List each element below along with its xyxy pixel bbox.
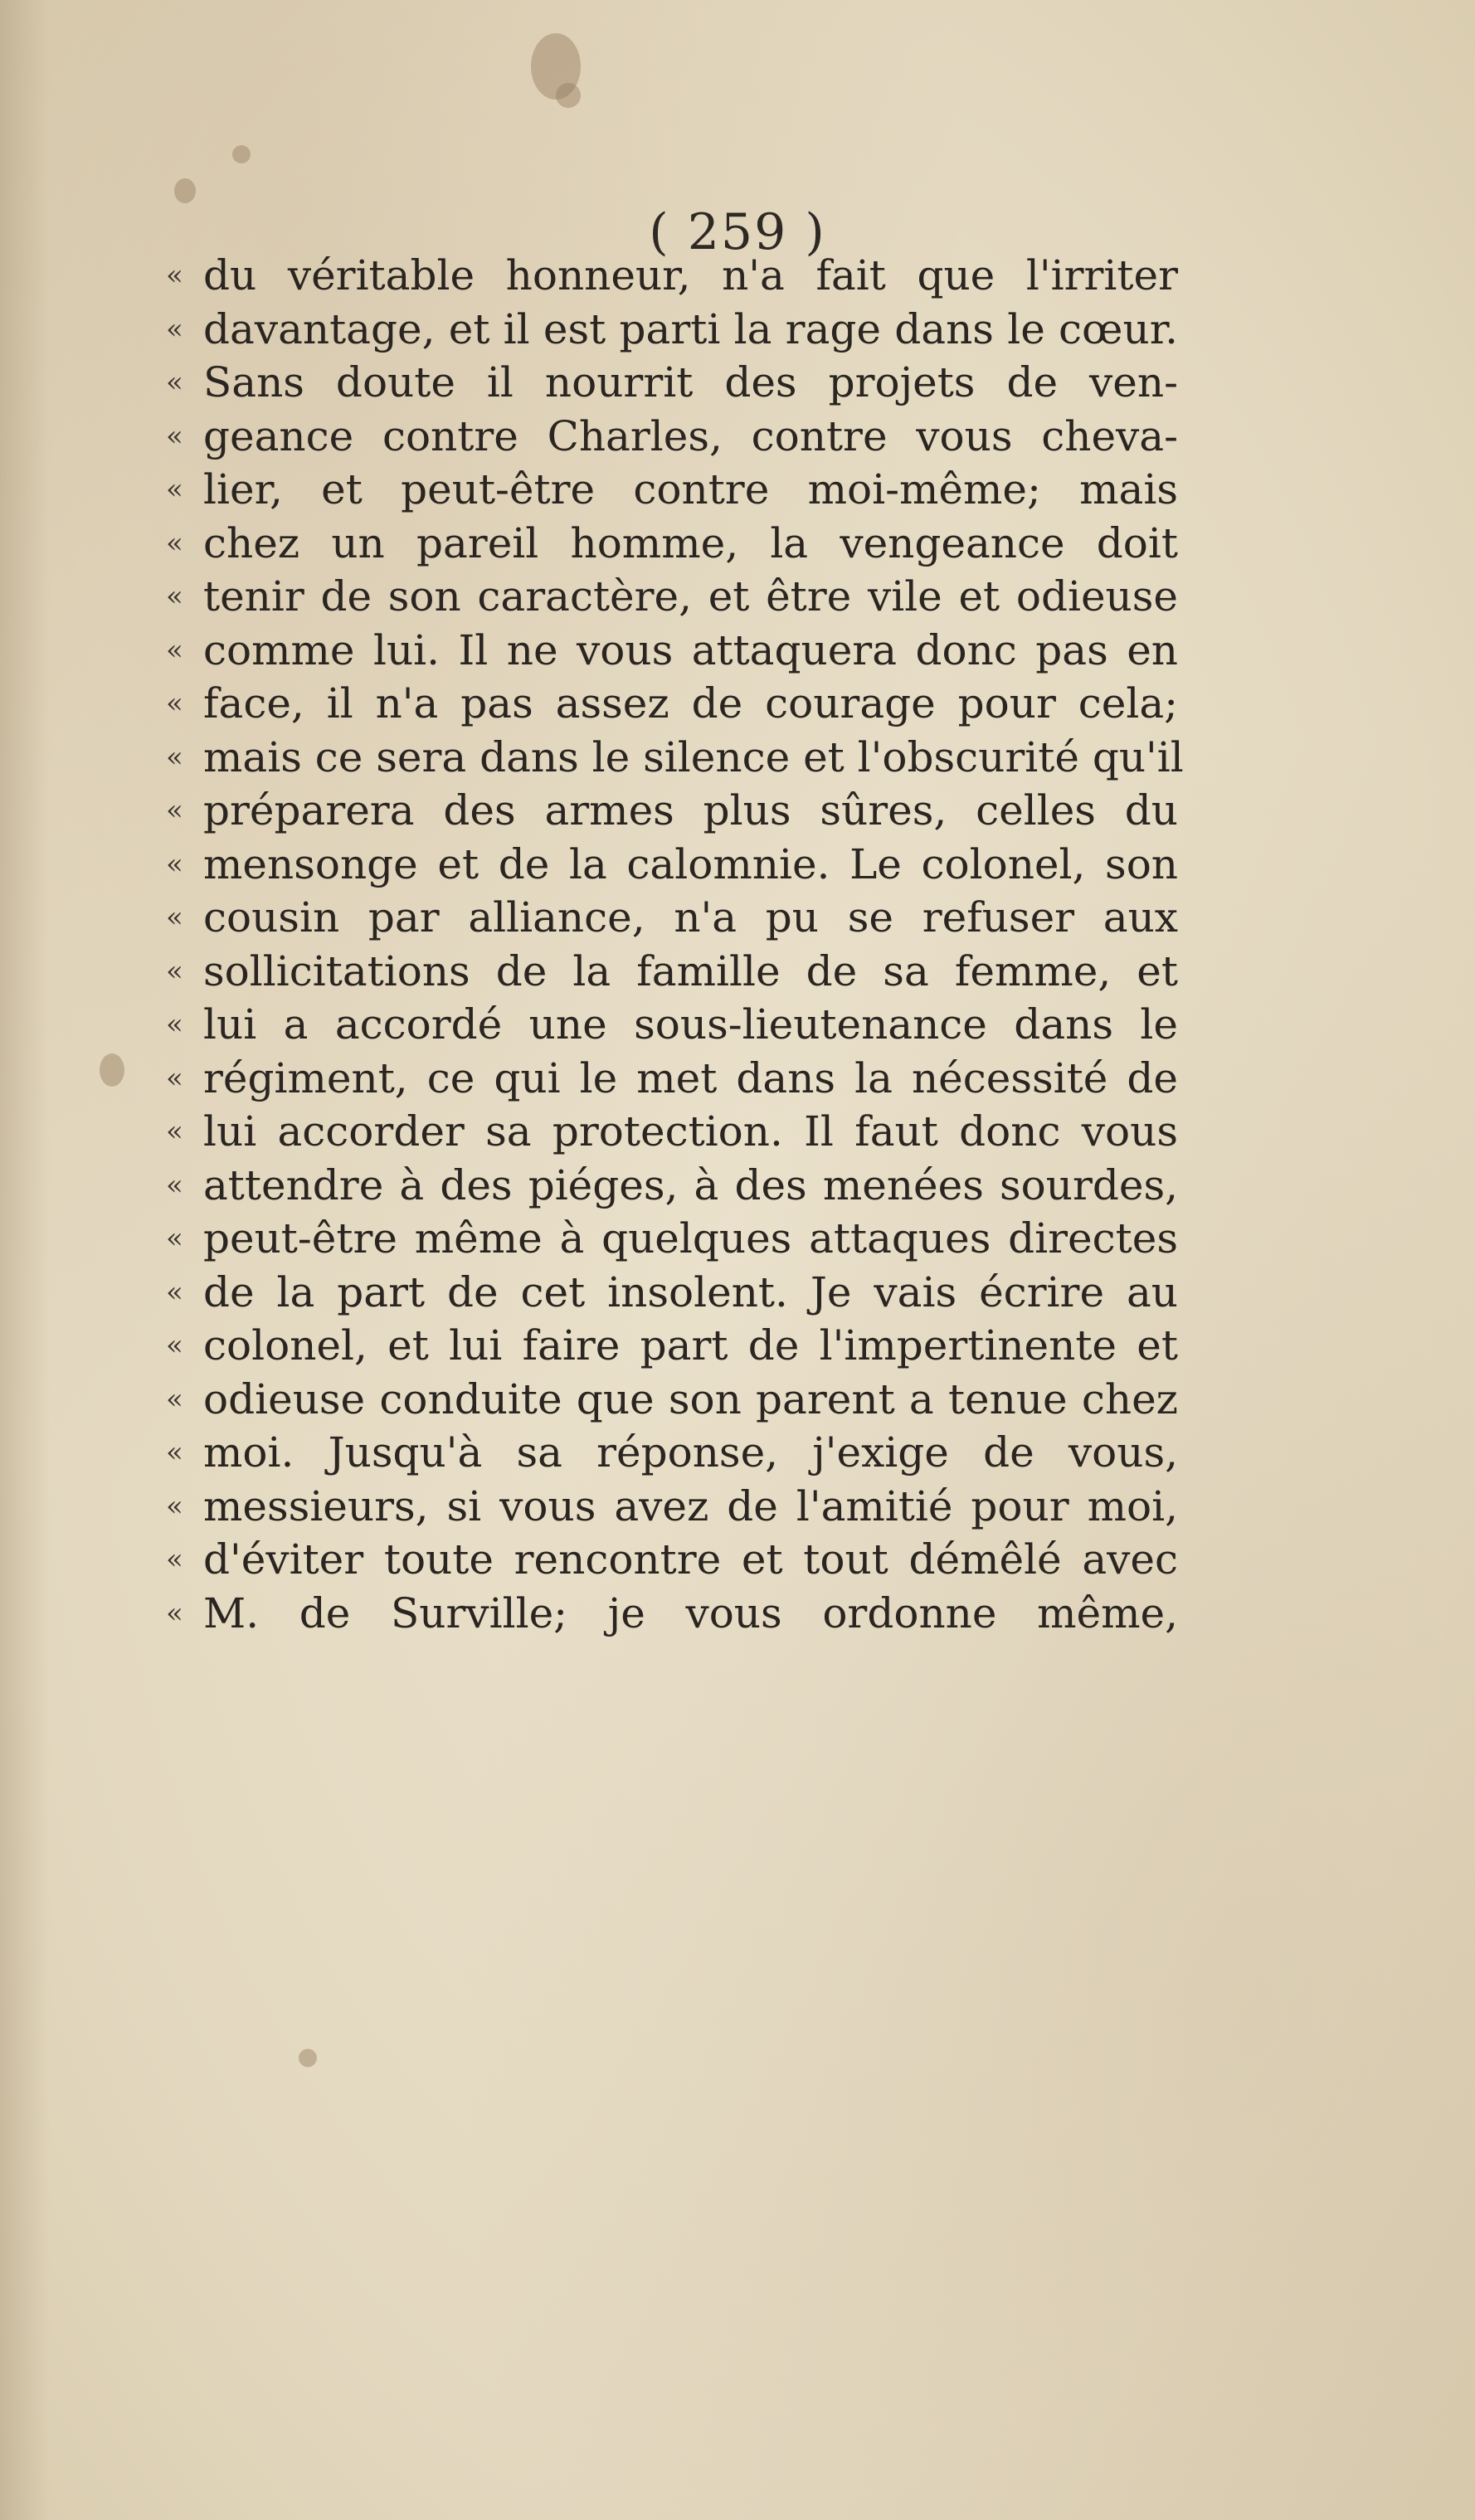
quote-mark: « (166, 1222, 183, 1255)
line-text: comme lui. Il ne vous attaquera donc pas en (203, 625, 1178, 674)
quote-mark: « (166, 366, 183, 399)
line-text: cousin par alliance, n'a pu se refuser aux (203, 893, 1178, 941)
quote-mark: « (166, 740, 183, 774)
text-line (166, 1319, 1186, 1373)
text-line (166, 1480, 1186, 1534)
line-text: colonel, et lui faire part de l'impertinente et (203, 1321, 1178, 1369)
text-line (166, 945, 1186, 999)
line-text: davantage, et il est parti la rage dans le cœur. (203, 304, 1178, 353)
text-line (166, 998, 1186, 1052)
line-text: préparera des armes plus sûres, celles du (203, 786, 1178, 834)
text-line (166, 1426, 1186, 1480)
text-line (166, 731, 1186, 785)
line-text: du véritable honneur, n'a fait que l'irriter (203, 251, 1178, 299)
line-text: face, il n'a pas assez de courage pour cela; (203, 679, 1178, 727)
text-line (166, 356, 1186, 410)
line-text: chez un pareil homme, la vengeance doit (203, 518, 1178, 567)
quote-mark: « (166, 580, 183, 613)
line-text: mais ce sera dans le silence et l'obscurité qu'il (203, 732, 1184, 781)
text-line (166, 1052, 1186, 1106)
quote-mark: « (166, 1168, 183, 1202)
quote-mark: « (166, 1596, 183, 1630)
quote-mark: « (166, 419, 183, 453)
stain (174, 178, 196, 203)
text-line (166, 1587, 1186, 1641)
quote-mark: « (166, 1436, 183, 1469)
quote-mark: « (166, 794, 183, 827)
quote-mark: « (166, 1275, 183, 1309)
text-line (166, 1105, 1186, 1159)
stain (100, 1053, 124, 1087)
quote-mark: « (166, 1489, 183, 1523)
line-text: lui accorder sa protection. Il faut donc vous (203, 1107, 1178, 1155)
quote-mark: « (166, 259, 183, 292)
quote-mark: « (166, 633, 183, 667)
text-line (166, 1373, 1186, 1427)
line-text: messieurs, si vous avez de l'amitié pour moi, (203, 1481, 1178, 1530)
line-text: moi. Jusqu'à sa réponse, j'exige de vous, (203, 1428, 1178, 1476)
text-line (166, 1533, 1186, 1587)
text-line (166, 624, 1186, 678)
line-text: M. de Surville; je vous ordonne même, (203, 1588, 1178, 1637)
quote-mark: « (166, 526, 183, 560)
line-text: sollicitations de la famille de sa femme, et (203, 946, 1178, 995)
text-line (166, 1266, 1186, 1320)
quote-mark: « (166, 687, 183, 720)
quote-mark: « (166, 312, 183, 346)
text-line (166, 677, 1186, 731)
line-text: geance contre Charles, contre vous cheva- (203, 411, 1178, 460)
line-text: lui a accordé une sous-lieutenance dans le (203, 1000, 1178, 1048)
quote-mark: « (166, 1008, 183, 1041)
text-line (166, 784, 1186, 838)
line-text: peut-être même à quelques attaques directes (203, 1214, 1178, 1262)
stain (299, 2049, 317, 2067)
quote-mark: « (166, 1115, 183, 1148)
line-text: attendre à des piéges, à des menées sourdes, (203, 1160, 1178, 1209)
line-text: mensonge et de la calomnie. Le colonel, son (203, 839, 1178, 888)
quote-mark: « (166, 1543, 183, 1576)
body-text (166, 249, 1186, 1640)
quote-mark: « (166, 473, 183, 506)
page-number: ( 259 ) (649, 203, 826, 261)
line-text: odieuse conduite que son parent a tenue chez (203, 1374, 1178, 1423)
quote-mark: « (166, 954, 183, 988)
text-line (166, 517, 1186, 571)
quote-mark: « (166, 901, 183, 934)
text-line (166, 570, 1186, 624)
text-line (166, 838, 1186, 892)
quote-mark: « (166, 1382, 183, 1416)
line-text: régiment, ce qui le met dans la nécessité de (203, 1053, 1178, 1102)
text-line (166, 463, 1186, 517)
text-line (166, 249, 1186, 303)
quote-mark: « (166, 1329, 183, 1362)
text-line (166, 410, 1186, 464)
line-text: de la part de cet insolent. Je vais écrire au (203, 1267, 1178, 1316)
text-line (166, 303, 1186, 357)
text-line (166, 891, 1186, 945)
quote-mark: « (166, 1061, 183, 1095)
text-line (166, 1212, 1186, 1266)
line-text: Sans doute il nourrit des projets de ven- (203, 358, 1178, 406)
quote-mark: « (166, 847, 183, 881)
page-edge-shadow (0, 0, 50, 2520)
line-text: lier, et peut-être contre moi-même; mais (203, 465, 1178, 513)
text-line (166, 1159, 1186, 1213)
stain (556, 83, 581, 108)
stain (232, 145, 251, 163)
line-text: d'éviter toute rencontre et tout démêlé avec (203, 1535, 1178, 1584)
line-text: tenir de son caractère, et être vile et odieuse (203, 572, 1178, 620)
